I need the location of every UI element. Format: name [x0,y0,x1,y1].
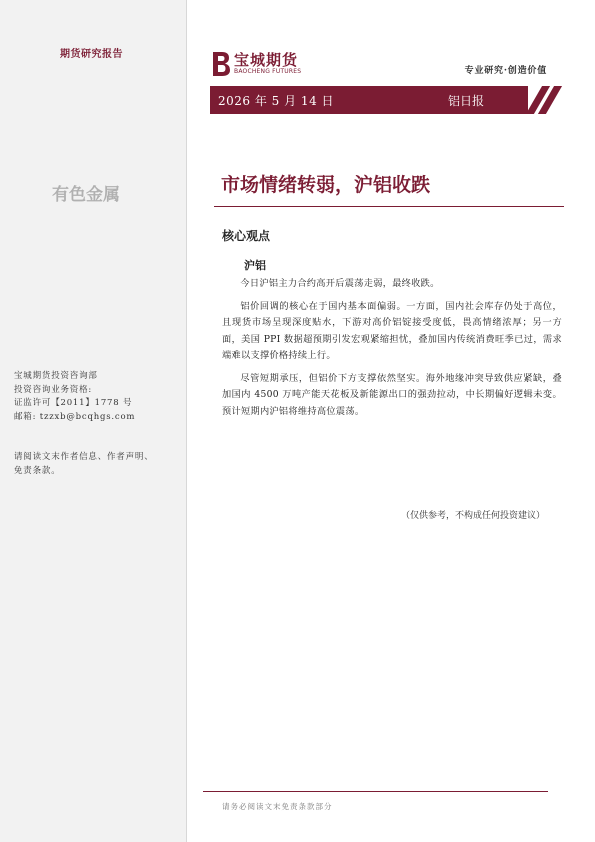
company-info-line: 证监许可【2011】1778 号 [14,398,133,408]
logo-b-icon [210,50,232,78]
notice-line: 免责条款。 [14,465,61,476]
date-banner [210,86,565,114]
company-info-line: 邮箱: tzzxb@bcqhgs.com [14,411,136,422]
report-kind: 铝日报 [448,94,485,108]
logo-english-name: BAOCHENG FUTURES [234,68,302,75]
report-date: 2026 年 5 月 14 日 [218,94,335,108]
report-type-label: 期货研究报告 [60,49,123,60]
company-info-line: 投资咨询业务资格: [14,384,93,395]
slogan: 专业研究·创造价值 [464,66,547,76]
section-title: 核心观点 [222,229,271,243]
footer-divider [203,791,548,792]
notice-line: 请阅读文末作者信息、作者声明、 [14,452,154,462]
company-info [14,370,135,424]
category-label: 有色金属 [52,185,120,205]
company-logo [210,50,301,78]
body-text [222,276,562,426]
headline-divider [214,206,564,207]
notice [14,451,174,478]
paragraph: 尽管短期承压，但铝价下方支撑依然坚实。海外地缘冲突导致供应紧缺，叠加国内 4500 万吨产能天花板及新能源出口的强劲拉动，中长期偏好逻辑未变。预计短期内沪铝将维持高位震荡。 [222,372,562,417]
sidebar [0,0,187,842]
paragraph: 今日沪铝主力合约高开后震荡走弱，最终收跌。 [240,278,440,289]
footer-text: 请务必阅读文末免责条款部分 [222,802,333,811]
paragraph: 铝价回调的核心在于国内基本面偏弱。一方面，国内社会库存仍处于高位，且现货市场呈现深度贴水，下游对高价铝锭接受度低，畏高情绪浓厚；另一方面，美国 PPI 数据超预期引发宏观紧缩担忧，叠加国内传统消费旺季已过，需求端难以支撑价格持续上行。 [222,300,562,361]
company-info-line: 宝城期货投资咨询部 [14,371,98,381]
headline: 市场情绪转弱，沪铝收跌 [221,174,431,196]
disclaimer: （仅供参考，不构成任何投资建议） [400,511,545,521]
subsection-title: 沪铝 [244,259,266,272]
logo-chinese-name: 宝城期货 [234,51,299,69]
